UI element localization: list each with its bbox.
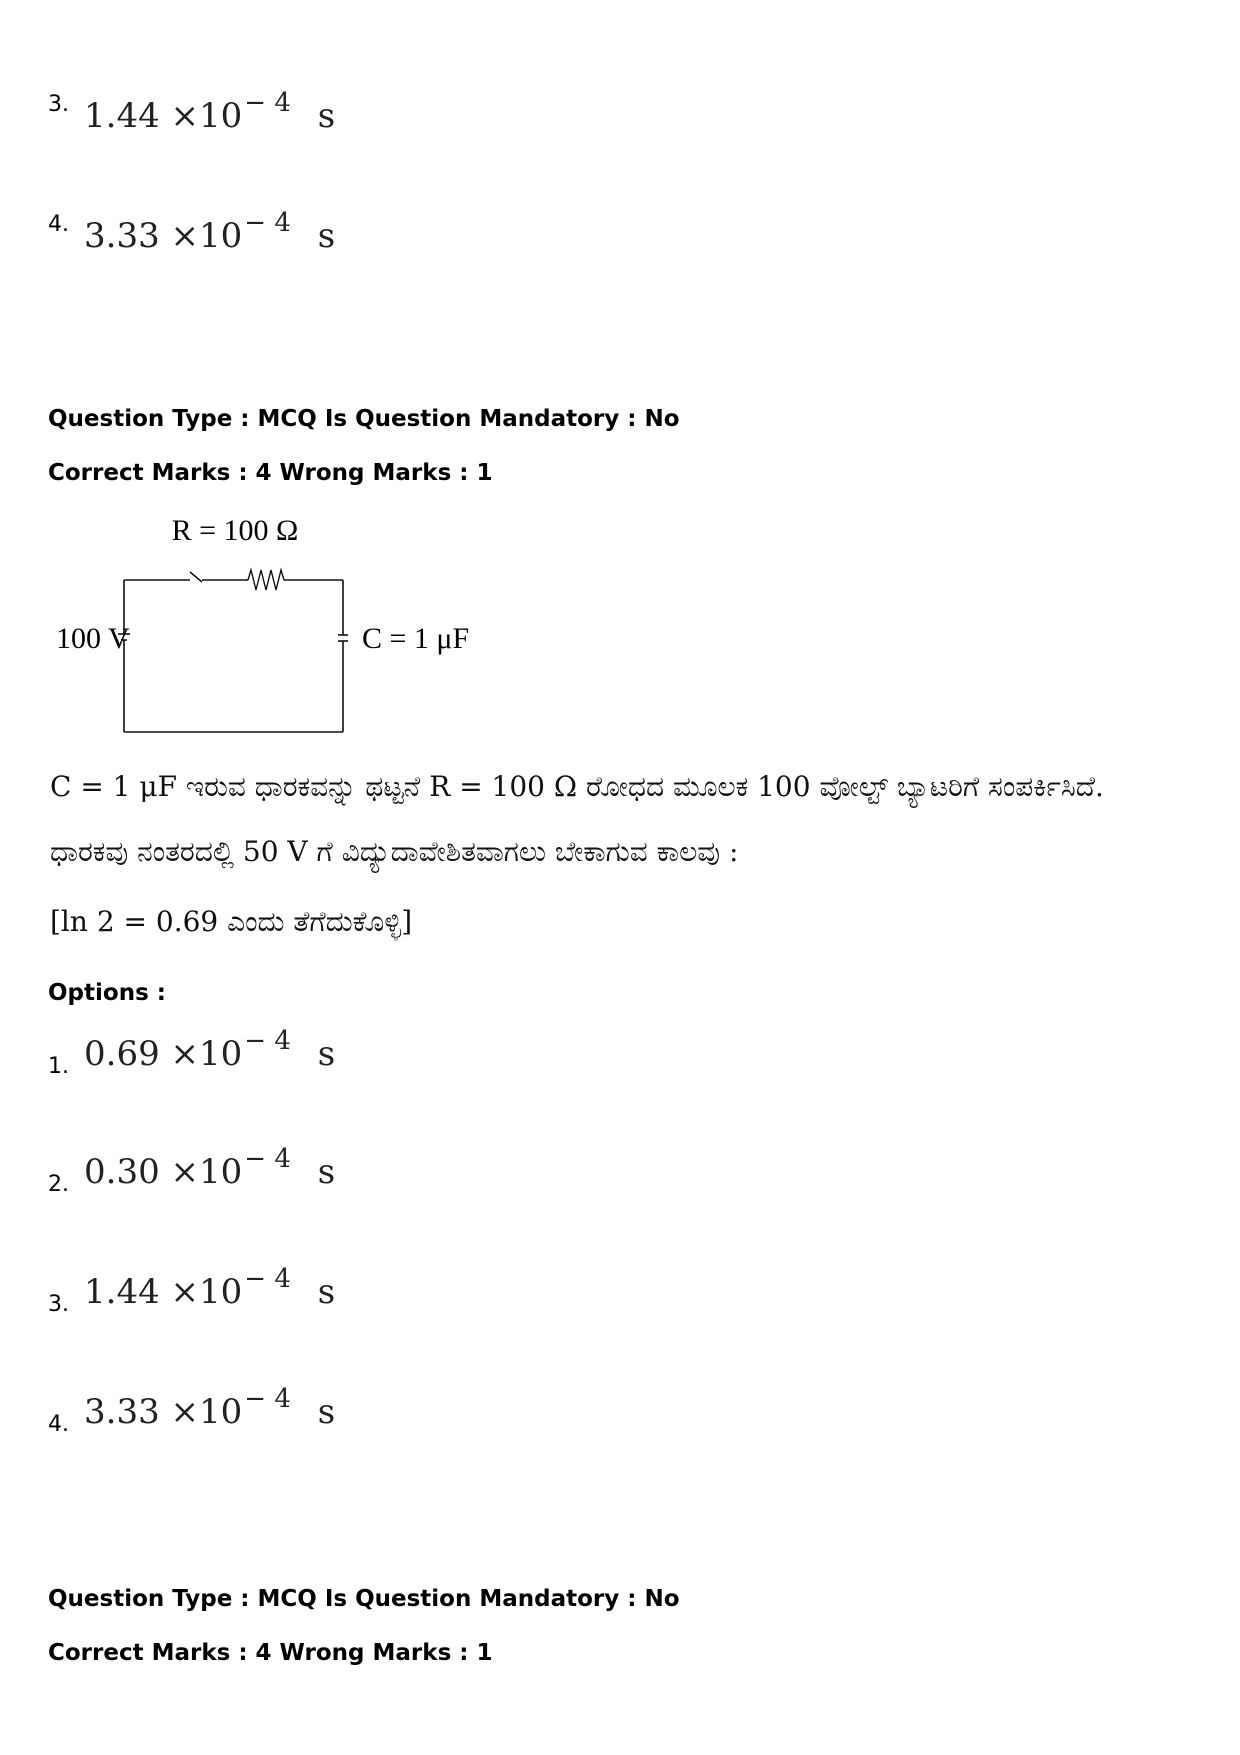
option-mantissa: 0.69	[84, 1034, 160, 1074]
times-sign: ×	[170, 216, 200, 256]
option-mantissa: 0.30	[84, 1152, 160, 1192]
marks-line: Correct Marks : 4 Wrong Marks : 1	[48, 460, 493, 486]
option-exponent: − 4	[244, 88, 291, 118]
option-base: 10	[199, 96, 243, 136]
option-item	[48, 1054, 69, 1079]
option-exponent: − 4	[244, 208, 291, 238]
question-text-line: [ln 2 = 0.69 ಎಂದು ತೆಗೆದುಕೊಳ್ಳಿ]	[50, 905, 413, 938]
option-unit: s	[317, 1152, 336, 1192]
option-exponent: − 4	[244, 1026, 291, 1056]
option-value	[84, 208, 336, 256]
question-text-line: ಧಾರಕವು ನಂತರದಲ್ಲಿ 50 V ಗೆ ವಿದ್ಯುದಾವೇಶಿತವಾಗಲು ಬೇಕಾಗುವ ಕಾಲವು :	[50, 835, 739, 868]
option-base: 10	[199, 216, 243, 256]
option-unit: s	[317, 1392, 336, 1432]
option-item	[48, 92, 69, 117]
option-number: 4.	[48, 212, 69, 237]
option-item	[48, 212, 69, 237]
times-sign: ×	[170, 1152, 200, 1192]
option-item	[48, 1292, 69, 1317]
option-mantissa: 1.44	[84, 96, 160, 136]
option-value	[84, 1384, 336, 1432]
option-unit: s	[317, 96, 336, 136]
option-number: 3.	[48, 92, 69, 117]
question-text-line: C = 1 μF ಇರುವ ಧಾರಕವನ್ನು ಥಟ್ಟನೆ R = 100 Ω ರೋಧದ ಮೂಲಕ 100 ವೋಲ್ಟ್ ಬ್ಯಾಟರಿಗೆ ಸಂಪರ್ಕಿಸಿದೆ.	[50, 770, 1104, 803]
option-value	[84, 1144, 336, 1192]
option-unit: s	[317, 216, 336, 256]
option-mantissa: 3.33	[84, 1392, 160, 1432]
option-number: 4.	[48, 1412, 69, 1437]
option-number: 3.	[48, 1292, 69, 1317]
options-label: Options :	[48, 980, 166, 1006]
battery-label: 100 V	[56, 622, 130, 655]
rc-circuit-diagram	[40, 500, 480, 750]
question-type-line: Question Type : MCQ Is Question Mandatory : No	[48, 1586, 680, 1612]
option-value	[84, 1026, 336, 1074]
option-unit: s	[317, 1272, 336, 1312]
option-unit: s	[317, 1034, 336, 1074]
times-sign: ×	[170, 1034, 200, 1074]
switch-icon	[190, 572, 202, 582]
option-base: 10	[199, 1034, 243, 1074]
resistor-icon	[248, 570, 284, 590]
option-item	[48, 1412, 69, 1437]
capacitor-label: C = 1 μF	[362, 622, 470, 655]
option-mantissa: 1.44	[84, 1272, 160, 1312]
option-exponent: − 4	[244, 1384, 291, 1414]
option-exponent: − 4	[244, 1144, 291, 1174]
option-base: 10	[199, 1392, 243, 1432]
option-base: 10	[199, 1272, 243, 1312]
option-value	[84, 88, 336, 136]
option-exponent: − 4	[244, 1264, 291, 1294]
resistor-label: R = 100 Ω	[171, 514, 299, 547]
marks-line: Correct Marks : 4 Wrong Marks : 1	[48, 1640, 493, 1666]
question-type-line: Question Type : MCQ Is Question Mandatory : No	[48, 406, 680, 432]
times-sign: ×	[170, 1272, 200, 1312]
option-base: 10	[199, 1152, 243, 1192]
times-sign: ×	[170, 1392, 200, 1432]
times-sign: ×	[170, 96, 200, 136]
option-mantissa: 3.33	[84, 216, 160, 256]
option-value	[84, 1264, 336, 1312]
option-item	[48, 1172, 69, 1197]
option-number: 2.	[48, 1172, 69, 1197]
option-number: 1.	[48, 1054, 69, 1079]
